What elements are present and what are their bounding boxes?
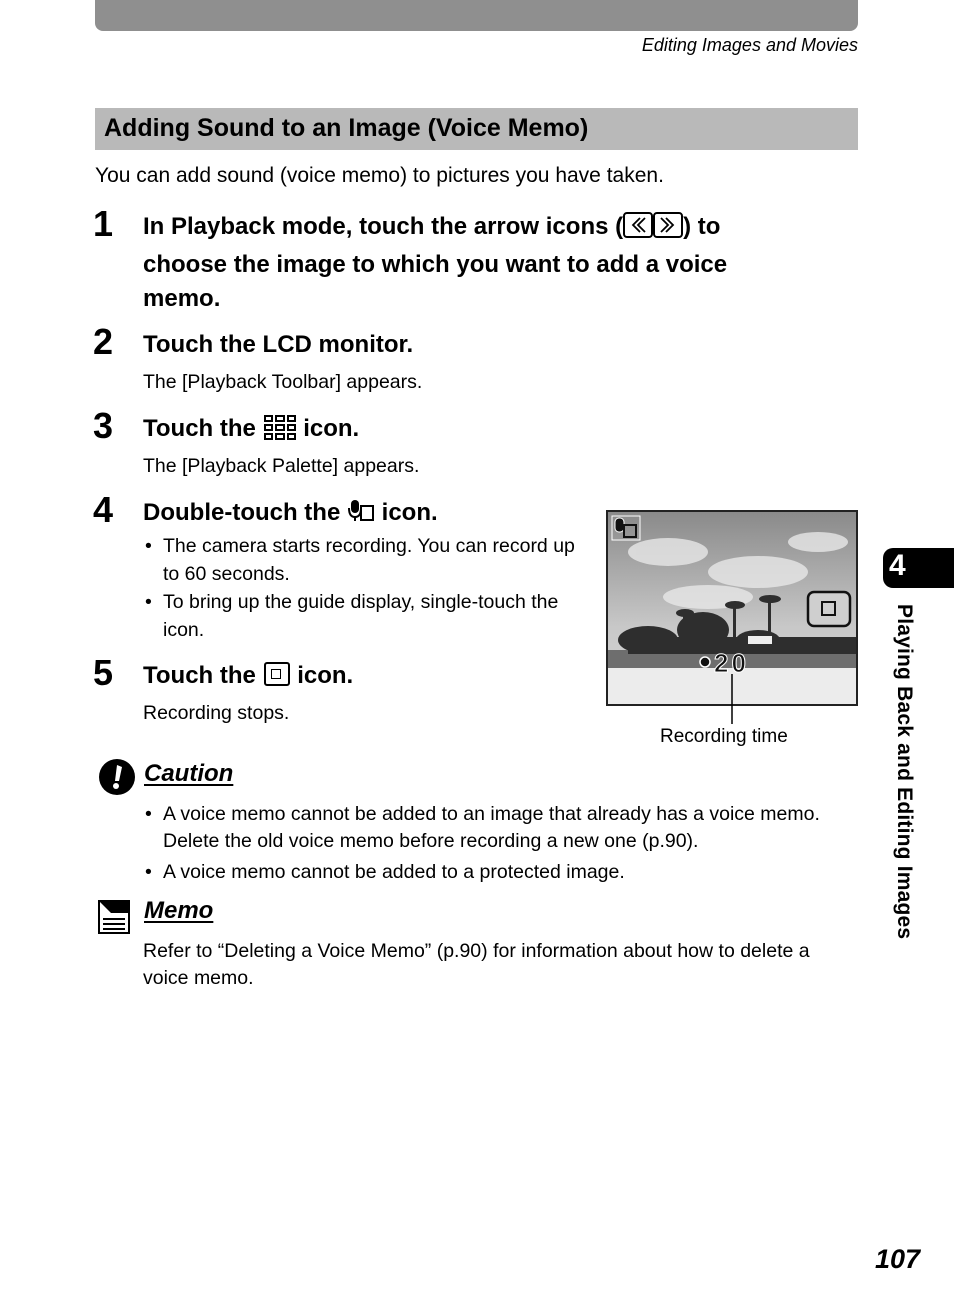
step-3-heading [143, 412, 359, 450]
step-1-line2: choose the image to which you want to add a voice [143, 251, 728, 278]
chapter-number: 4 [889, 549, 906, 582]
caution-icon [97, 757, 137, 797]
running-head: Editing Images and Movies [641, 35, 858, 55]
memo-icon [97, 899, 131, 935]
chapter-label: Playing Back and Editing Images [893, 604, 916, 940]
stop-icon [264, 662, 290, 686]
step-5-number: 5 [93, 652, 114, 693]
step-2-number: 2 [93, 321, 114, 362]
step-3-sub: The [Playback Palette] appears. [143, 455, 420, 477]
step-4-heading-a: Double-touch the [143, 499, 341, 526]
memo-title: Memo [144, 897, 214, 924]
step-4-bullets [143, 532, 593, 644]
memo-text: Refer to “Deleting a Voice Memo” (p.90) for information about how to delete a voice memo. [143, 940, 810, 989]
step-2-sub: The [Playback Toolbar] appears. [143, 371, 423, 393]
step-5-heading-a: Touch the [143, 662, 256, 689]
step-5-heading [143, 659, 353, 693]
list-item: • A voice memo cannot be added to an image that already has a voice memo. Delete the old voice memo before recording a new one (p.90). [143, 801, 858, 855]
step-3-heading-b: icon. [303, 415, 360, 442]
step-2-heading: Touch the LCD monitor. [143, 331, 414, 358]
step-1-heading [143, 210, 727, 316]
list-item: • The camera starts recording. You can record up to 60 seconds. [143, 532, 593, 588]
section-title: Adding Sound to an Image (Voice Memo) [104, 114, 589, 142]
recording-time-readout: 20 [714, 648, 749, 678]
step-5-heading-b: icon. [297, 662, 354, 689]
step-1-line3: memo. [143, 285, 221, 312]
header-bar [95, 0, 858, 31]
voice-memo-icon [347, 498, 375, 534]
step-1-line1-b: ) to [683, 213, 721, 240]
step-5-sub: Recording stops. [143, 702, 290, 724]
palette-mode-icon [263, 414, 297, 450]
next-arrow-icon [653, 212, 683, 248]
figure-caption: Recording time [660, 726, 788, 747]
step-4-heading-b: icon. [381, 499, 438, 526]
step-4-heading [143, 496, 438, 534]
caution-list [143, 801, 858, 890]
page-number: 107 [874, 1244, 920, 1274]
caution-title: Caution [144, 760, 234, 787]
intro-text: You can add sound (voice memo) to pictures you have taken. [95, 164, 664, 187]
callout-line [729, 674, 735, 724]
list-item: • A voice memo cannot be added to a protected image. [143, 859, 858, 886]
list-item: • To bring up the guide display, single-touch the icon. [143, 588, 593, 644]
step-3-number: 3 [93, 405, 114, 446]
step-3-heading-a: Touch the [143, 415, 256, 442]
step-4-number: 4 [93, 489, 114, 530]
step-1-line1-a: In Playback mode, touch the arrow icons ( [143, 213, 624, 240]
step-1-number: 1 [93, 203, 114, 244]
prev-arrow-icon [623, 212, 653, 248]
